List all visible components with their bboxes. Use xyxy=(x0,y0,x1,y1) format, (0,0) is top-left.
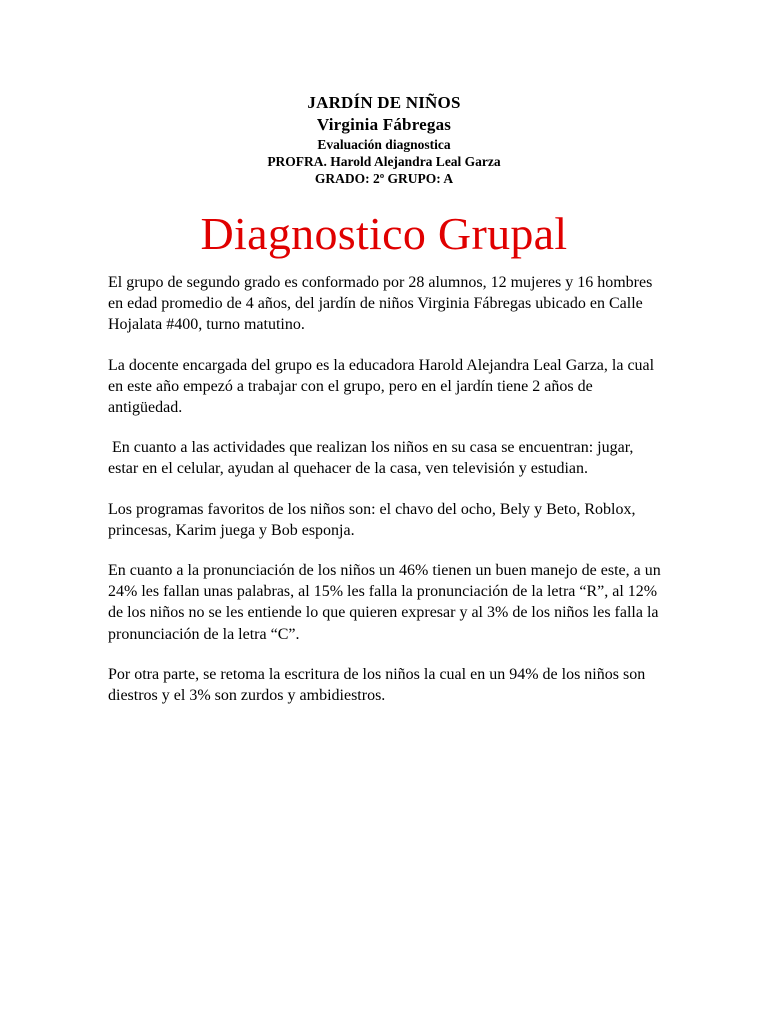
teacher-name: PROFRA. Harold Alejandra Leal Garza xyxy=(267,154,501,169)
paragraph-handedness: Por otra parte, se retoma la escritura de los niños la cual en un 94% de los niños son diestros y el 3% son zurdos y ambidiestros. xyxy=(108,665,646,705)
paragraph-favorite-shows: Los programas favoritos de los niños son: el chavo del ocho, Bely y Beto, Roblox, princesas, Karim juega y Bob esponja. xyxy=(108,500,636,539)
school-name: Virginia Fábregas xyxy=(316,115,452,134)
paragraph-teacher: La docente encargada del grupo es la educadora Harold Alejandra Leal Garza, la cual en este año empezó a trabajar con el grupo, pero en el jardín tiene 2 años de antigüedad. xyxy=(108,356,655,417)
document-title: Diagnostico Grupal xyxy=(200,208,568,259)
paragraph-pronunciation: En cuanto a la pronunciación de los niños un 46% tienen un buen manejo de este, a un 24% les fallan unas palabras, al 15% les falla la pronunciación de la letra “R”, al 12% de los niños no se les entiende lo que quieren expresar y al 3% de los niños les falla la pronunciación de la letra “C”. xyxy=(108,562,661,643)
paragraph-home-activities: En cuanto a las actividades que realizan los niños en su casa se encuentran: jugar, estar en el celular, ayudan al quehacer de la casa, ven televisión y estudian. xyxy=(108,439,638,478)
paragraph-group-composition: El grupo de segundo grado es conformado por 28 alumnos, 12 mujeres y 16 hombres en edad promedio de 4 años, del jardín de niños Virginia Fábregas ubicado en Calle Hojalata #400, turno matutino. xyxy=(108,274,653,334)
school-heading: JARDÍN DE NIÑOS xyxy=(307,93,461,112)
document-body xyxy=(108,272,664,725)
grade-group: GRADO: 2º GRUPO: A xyxy=(314,171,454,186)
evaluation-label: Evaluación diagnostica xyxy=(317,137,451,152)
document-header xyxy=(0,92,768,187)
